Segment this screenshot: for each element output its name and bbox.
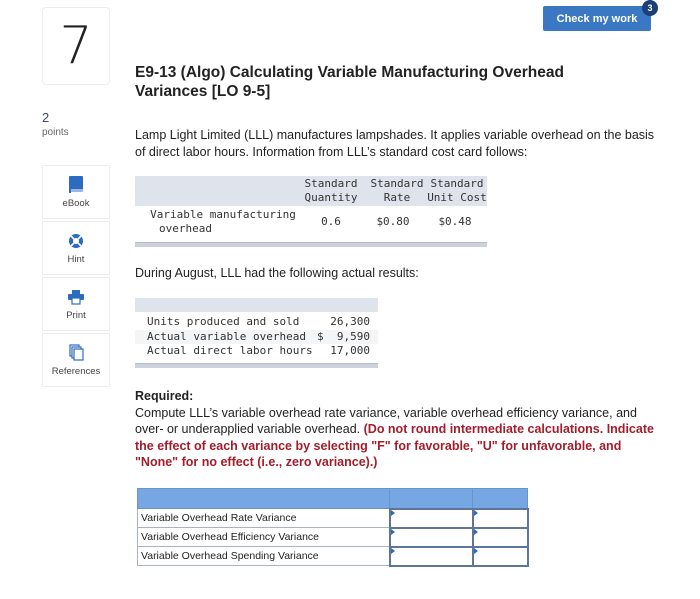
copy-pages-icon: [69, 344, 84, 362]
required-body: [135, 405, 665, 471]
lifebuoy-icon: [68, 232, 84, 250]
actual-label: Actual direct labor hours: [147, 344, 313, 357]
required-instruction: (Do not round intermediate calculations. Indicate the effect of each variance by selecting "F" for favorable, "U" for unfavorable, and "None" for no effect (i.e., zero variance).): [135, 422, 654, 469]
dropdown-flag-icon: [474, 529, 478, 535]
check-my-work-button[interactable]: Check my work: [543, 6, 651, 31]
book-icon: [69, 176, 83, 194]
actual-row-labor-hours: [135, 344, 378, 359]
standard-cost-header: [135, 176, 487, 206]
actual-results-header: [135, 298, 378, 312]
answer-row-spending-variance: [138, 547, 528, 566]
hint-label: Hint: [67, 253, 85, 265]
header-standard-rate: [365, 177, 429, 205]
points-label: points: [42, 127, 69, 138]
question-number: 7: [59, 16, 93, 76]
efficiency-variance-effect-select[interactable]: [474, 529, 527, 546]
actual-value: $ 9,590: [317, 329, 370, 343]
rate-variance-effect-select[interactable]: [474, 510, 527, 527]
row-label-line: overhead: [159, 222, 212, 235]
during-august-text: During August, LLL had the following actual results:: [135, 266, 419, 280]
actual-row-units: [135, 315, 378, 330]
header-cell: [138, 489, 390, 509]
table-footer-rule: [135, 363, 378, 368]
standard-rate-value: $0.80: [376, 215, 410, 228]
header-line: Rate: [383, 191, 411, 204]
ebook-label: eBook: [62, 197, 90, 209]
amount-cell[interactable]: [390, 547, 473, 566]
actual-value: 17,000: [330, 344, 370, 357]
header-cell: [390, 489, 473, 509]
actual-label: Units produced and sold: [147, 315, 300, 328]
answer-row-label: Variable Overhead Efficiency Variance: [138, 528, 390, 547]
points-value: 2: [42, 110, 50, 125]
standard-unit-cost-value: $0.48: [438, 215, 472, 228]
header-standard-unit-cost: [425, 177, 489, 205]
amount-cell[interactable]: [390, 509, 473, 528]
question-number-box: [42, 7, 110, 85]
attempts-badge: 3: [642, 0, 658, 16]
header-cell: [473, 489, 528, 509]
amount-cell[interactable]: [390, 528, 473, 547]
effect-cell[interactable]: [473, 509, 528, 528]
required-heading: Required:: [135, 389, 194, 403]
problem-title: E9-13 (Algo) Calculating Variable Manufacturing Overhead Variances [LO 9-5]: [135, 64, 564, 100]
printer-icon: [68, 288, 84, 306]
header-line: Unit Cost: [427, 191, 487, 204]
answer-table-header: [138, 489, 528, 509]
required-text: Compute LLL’s variable overhead rate variance, variable overhead efficiency variance, and over- or underapplied variable overhead.: [135, 405, 637, 436]
standard-cost-table: [135, 176, 487, 247]
answer-row-label: Variable Overhead Spending Variance: [138, 547, 390, 566]
actual-row-overhead: [135, 330, 378, 345]
rate-variance-amount-input[interactable]: [391, 510, 472, 527]
spending-variance-amount-input[interactable]: [391, 548, 472, 565]
answer-row-rate-variance: [138, 509, 528, 528]
input-flag-icon: [391, 548, 395, 554]
actual-value: 26,300: [330, 315, 370, 328]
answer-row-efficiency-variance: [138, 528, 528, 547]
problem-intro: Lamp Light Limited (LLL) manufactures lampshades. It applies variable overhead on the basis of direct labor hours. Information from LLL’s standard cost card follows:: [135, 128, 655, 159]
effect-cell[interactable]: [473, 547, 528, 566]
hint-button[interactable]: [42, 221, 110, 275]
header-line: Standard: [430, 177, 484, 190]
row-label-line: Variable manufacturing: [150, 208, 296, 221]
effect-cell[interactable]: [473, 528, 528, 547]
print-button[interactable]: [42, 277, 110, 331]
actual-results-table: [135, 298, 378, 368]
standard-cost-row: [135, 206, 487, 238]
header-line: Standard: [304, 177, 358, 190]
input-flag-icon: [391, 510, 395, 516]
required-section: [135, 388, 665, 471]
answer-table: [137, 488, 529, 567]
ebook-button[interactable]: [42, 165, 110, 219]
answer-row-label: Variable Overhead Rate Variance: [138, 509, 390, 528]
header-line: Quantity: [304, 191, 358, 204]
row-label: [143, 208, 303, 236]
dropdown-flag-icon: [474, 548, 478, 554]
table-footer-rule: [135, 242, 487, 247]
print-label: Print: [66, 309, 86, 321]
standard-quantity-value: 0.6: [321, 215, 341, 228]
actual-label: Actual variable overhead: [147, 329, 306, 343]
header-line: Standard: [370, 177, 424, 190]
efficiency-variance-amount-input[interactable]: [391, 529, 472, 546]
header-standard-quantity: [299, 177, 363, 205]
input-flag-icon: [391, 529, 395, 535]
dropdown-flag-icon: [474, 510, 478, 516]
references-button[interactable]: [42, 333, 110, 387]
points-info: [42, 110, 69, 138]
tools-sidebar: [42, 165, 110, 389]
spending-variance-effect-select[interactable]: [474, 548, 527, 565]
references-label: References: [51, 365, 101, 377]
